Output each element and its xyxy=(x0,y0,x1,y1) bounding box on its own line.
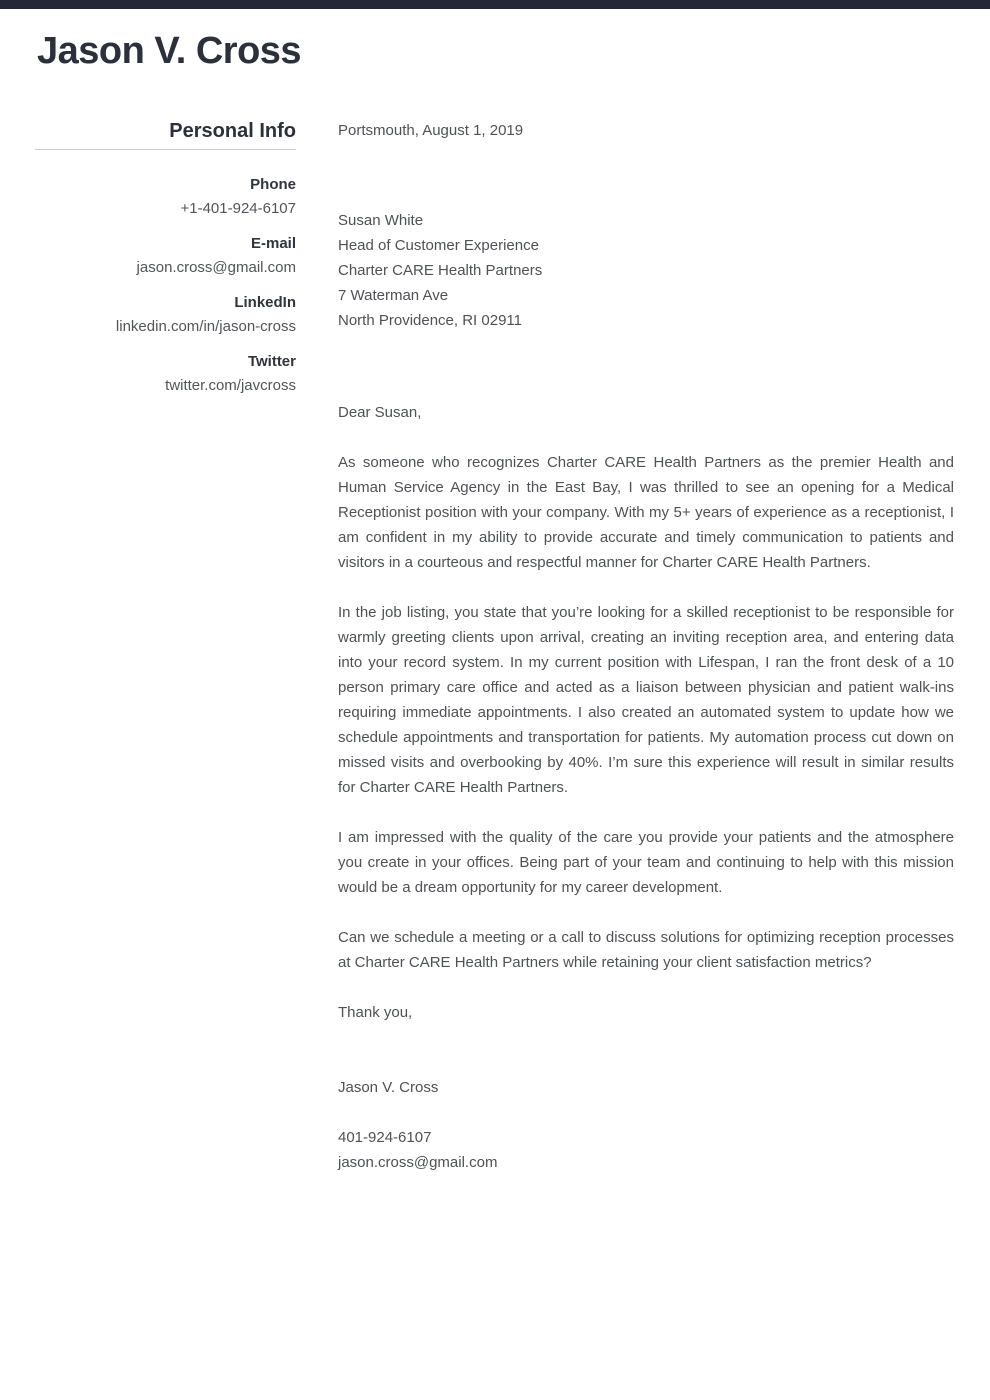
sidebar-item-linkedin xyxy=(35,291,296,339)
greeting: Dear Susan, xyxy=(338,404,422,421)
recipient-title: Head of Customer Experience xyxy=(338,237,539,254)
closing: Thank you, xyxy=(338,1004,413,1021)
signature-contact-block xyxy=(338,1125,954,1175)
signature-name: Jason V. Cross xyxy=(338,1079,439,1096)
linkedin-label: LinkedIn xyxy=(234,294,296,311)
linkedin-value: linkedin.com/in/jason-cross xyxy=(115,318,296,335)
recipient-company: Charter CARE Health Partners xyxy=(338,262,543,279)
paragraph-intro: As someone who recognizes Charter CARE Health Partners as the premier Health and Human Service Agency in the East Bay, I was thrilled to see an opening for a Medical Receptionist position with your company. With my 5+ years of experience as a receptionist, I am confident in my ability to provide accurate and timely communication to patients and visitors in a courteous and respectful manner for Charter CARE Health Partners. xyxy=(338,454,954,571)
signature-phone: 401-924-6107 xyxy=(338,1129,432,1146)
page-title: Jason V. Cross xyxy=(37,30,302,72)
phone-label: Phone xyxy=(250,176,296,193)
email-label: E-mail xyxy=(250,235,296,252)
paragraph-experience: In the job listing, you state that you’re looking for a skilled receptionist to be responsible for warmly greeting clients upon arrival, creating an inviting reception area, and entering data into your record system. In my current position with Lifespan, I ran the front desk of a 10 person primary care office and acted as a liaison between physician and patient walk-ins requiring immediate appointments. I also created an automated system to update how we schedule appointments and transportation for patients. My automation process cut down on missed visits and overbooking by 40%. I’m sure this experience will result in similar results for Charter CARE Health Partners. xyxy=(338,604,954,796)
paragraph-motivation: I am impressed with the quality of the care you provide your patients and the atmosphere you create in your offices. Being part of your team and continuing to help with this mission would be a dream opportunity for my career development. xyxy=(338,829,954,896)
recipient-city: North Providence, RI 02911 xyxy=(338,312,522,329)
phone-value: +1-401-924-6107 xyxy=(180,200,296,217)
date-line: Portsmouth, August 1, 2019 xyxy=(338,122,524,139)
sidebar-item-email xyxy=(35,232,296,280)
twitter-label: Twitter xyxy=(247,353,296,370)
recipient-name: Susan White xyxy=(338,212,424,229)
recipient-block xyxy=(338,208,954,333)
signature-email: jason.cross@gmail.com xyxy=(338,1154,498,1171)
recipient-street: 7 Waterman Ave xyxy=(338,287,449,304)
twitter-value: twitter.com/javcross xyxy=(165,377,296,394)
sidebar-item-phone xyxy=(35,173,296,221)
sidebar-item-twitter xyxy=(35,350,296,398)
sidebar-title: Personal Info xyxy=(35,120,296,150)
letter-body xyxy=(338,118,954,1175)
paragraph-call-to-action: Can we schedule a meeting or a call to discuss solutions for optimizing reception processes at Charter CARE Health Partners while retaining your client satisfaction metrics? xyxy=(338,929,954,971)
personal-info-sidebar xyxy=(35,120,296,409)
email-value: jason.cross@gmail.com xyxy=(136,259,296,276)
accent-top-bar xyxy=(0,0,990,9)
